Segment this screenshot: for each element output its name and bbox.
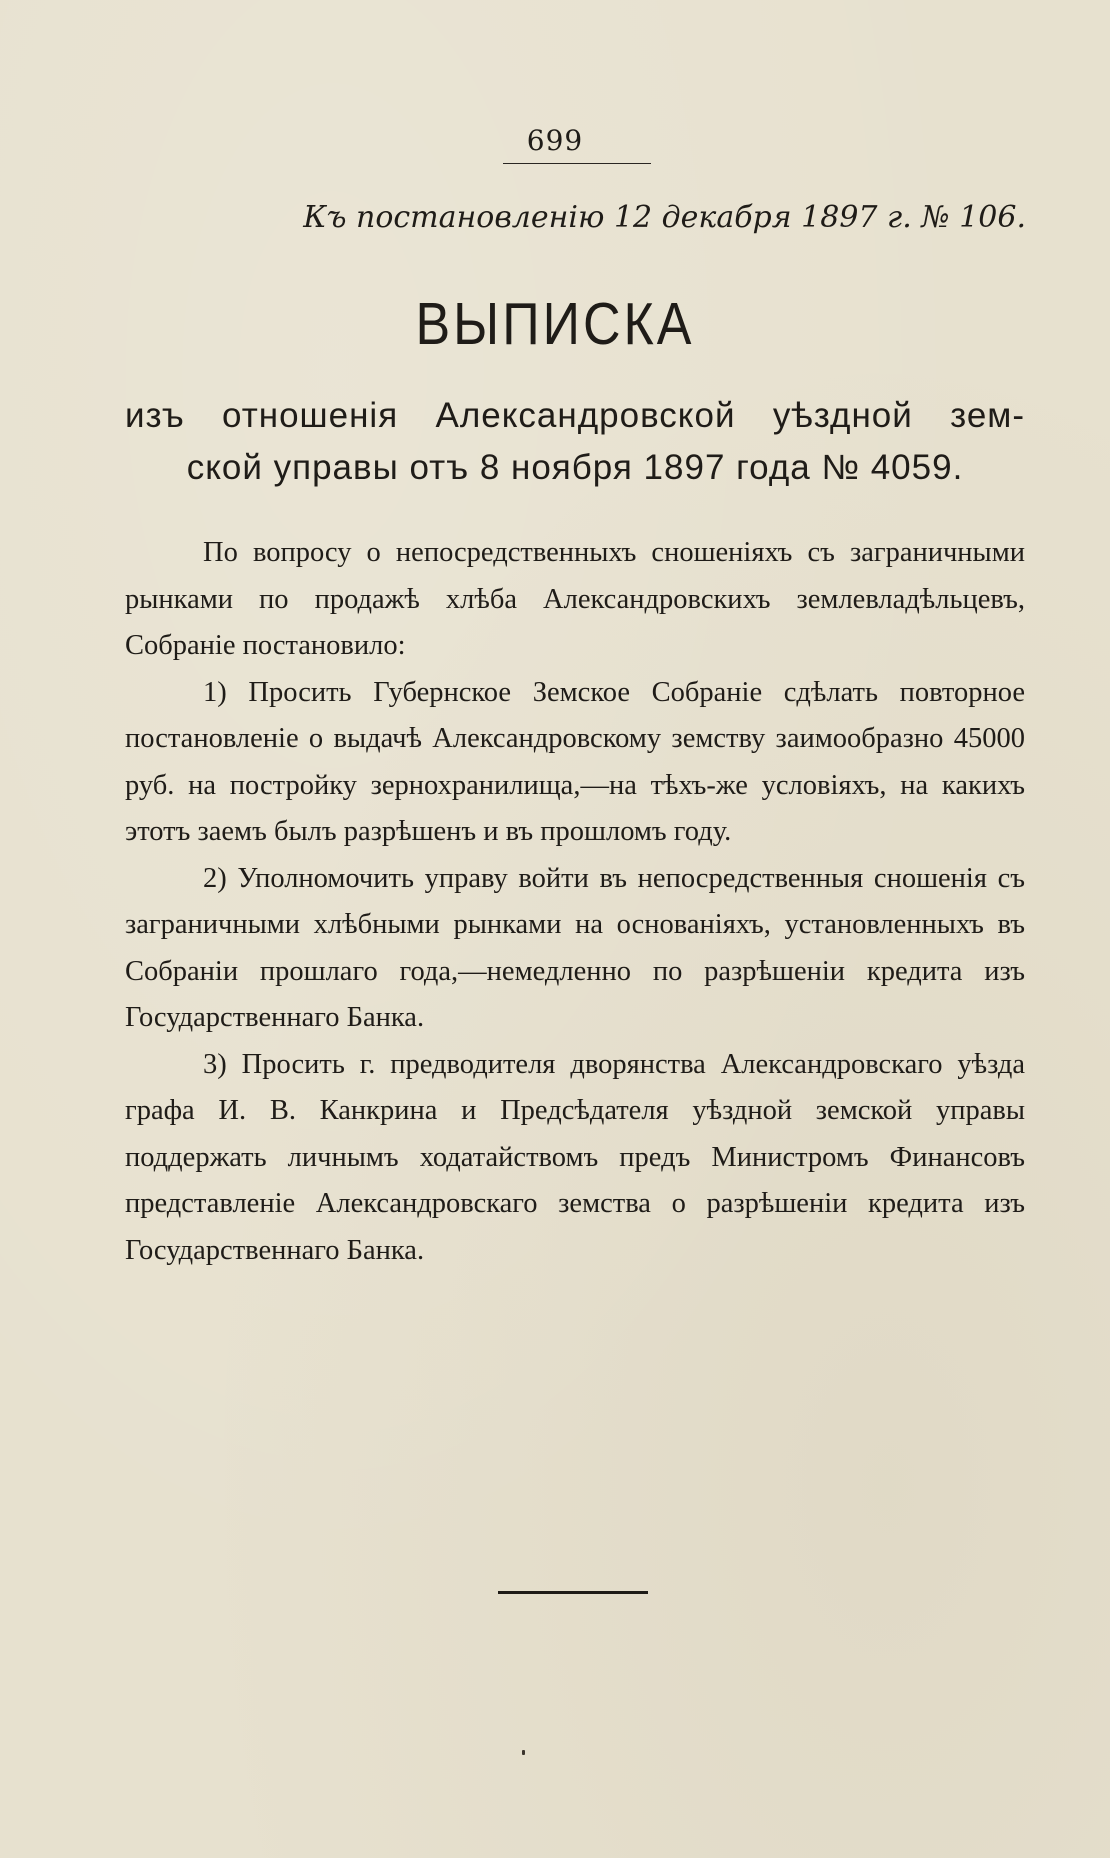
resolution-reference: Къ постановленію 12 декабря 1897 г. № 106. (303, 200, 1026, 235)
paper-speck (522, 1750, 525, 1755)
page-number-rule (503, 163, 651, 164)
document-subtitle (125, 390, 1025, 494)
intro-paragraph: По вопросу о непосредственныхъ сношеніяхъ съ заграничными рынками по продажѣ хлѣба Александровскихъ землевладѣльцевъ, Собраніе постановило: (125, 537, 1025, 661)
document-body (125, 530, 1025, 1274)
end-rule (498, 1591, 648, 1594)
resolution-item-3: 3) Просить г. предводителя дворянства Александровскаго уѣзда графа И. В. Канкрина и Предсѣдателя уѣздной земской управы поддержать личнымъ ходатайствомъ предъ Министромъ Финансовъ представленіе Александровскаго земства о разрѣшеніи кредита изъ Государственнаго Банка. (125, 1048, 1025, 1266)
subtitle-line-2: ской управы отъ 8 ноября 1897 года № 4059. (186, 448, 964, 487)
resolution-item-2: 2) Уполномочить управу войти въ непосредственныя сношенія съ заграничными хлѣбными рынками на основаніяхъ, установленныхъ въ Собраніи прошлаго года,—немедленно по разрѣшеніи кредита изъ Государственнаго Банка. (125, 862, 1025, 1033)
resolution-item-1: 1) Просить Губернское Земское Собраніе сдѣлать повторное постановленіе о выдачѣ Александровскому земству заимообразно 45000 руб. на постройку зернохранилища,—на тѣхъ-же условіяхъ, на какихъ этотъ заемъ былъ разрѣшенъ и въ прошломъ году. (125, 676, 1025, 847)
subtitle-line-1: изъ отношенія Александровской уѣздной зем- (125, 396, 1025, 435)
document-title: ВЫПИСКА (415, 291, 695, 358)
page-number: 699 (526, 124, 584, 157)
